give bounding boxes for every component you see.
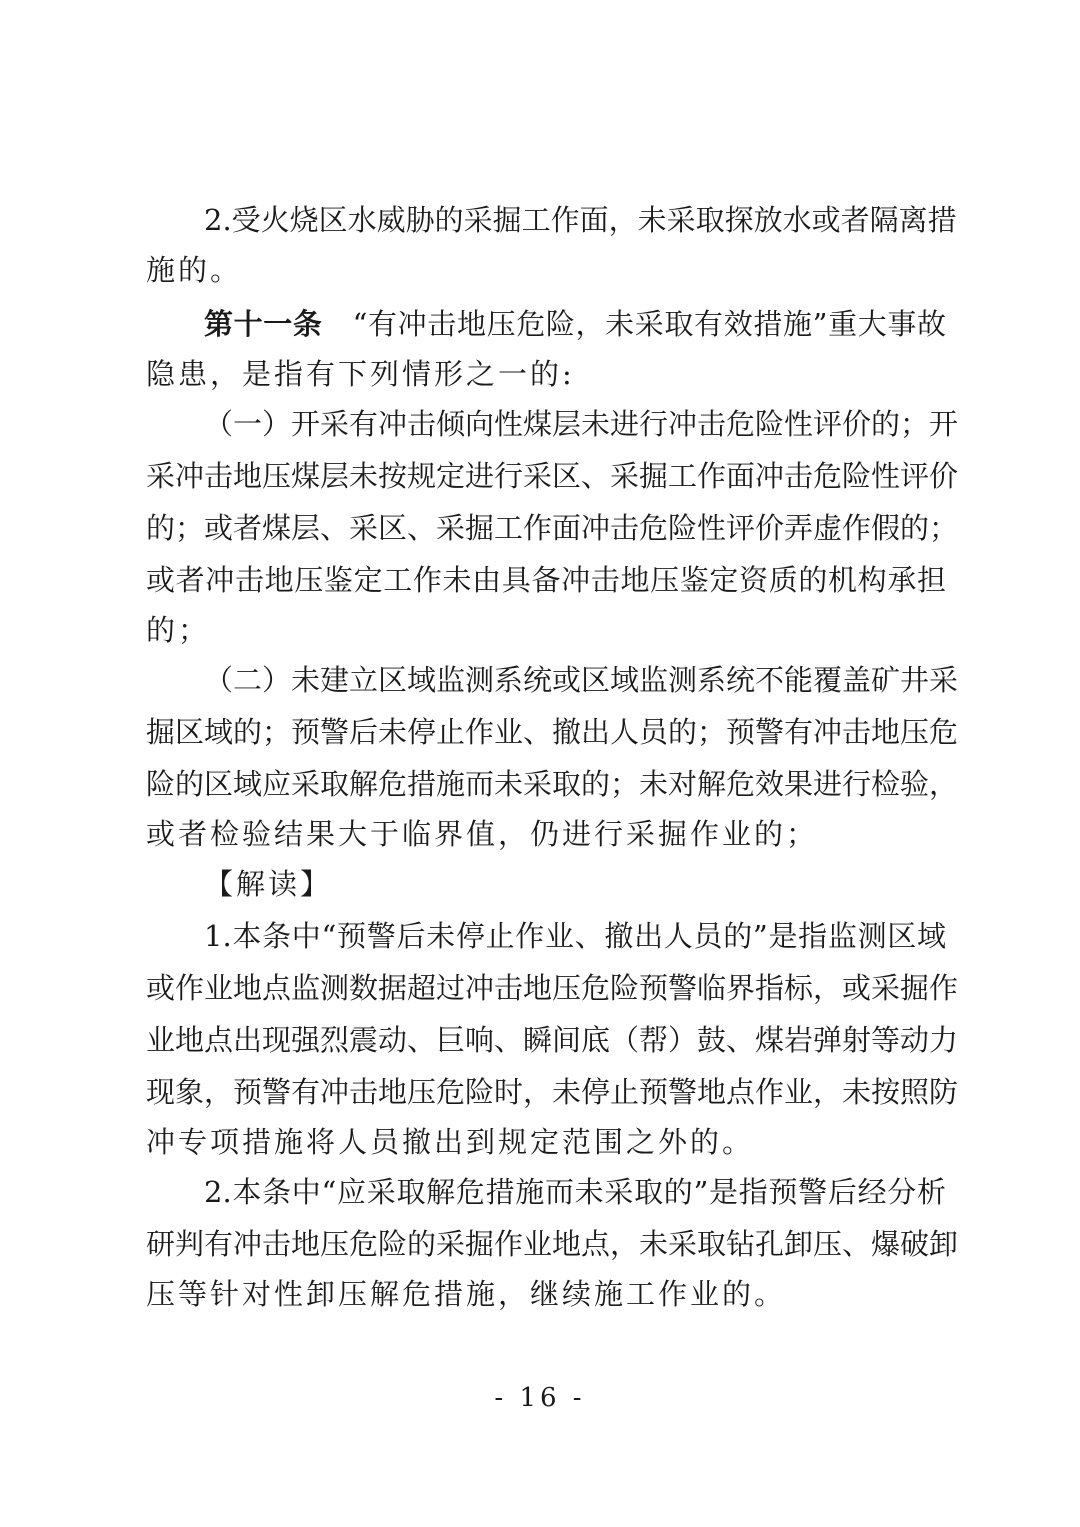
article-heading: 第十一条 (204, 307, 323, 341)
article-eleven-line (204, 304, 946, 344)
article-title-text: “有冲击地压危险，未采取有效措施”重大事故 (352, 307, 946, 341)
paragraph-line: 的； (146, 613, 211, 647)
paragraph-line: （一）开采有冲击倾向性煤层未进行冲击危险性评价的；开 (204, 407, 959, 441)
paragraph-line: （二）未建立区域监测系统或区域监测系统不能覆盖矿井采 (204, 663, 959, 697)
interpretation-heading: 【解读】 (204, 867, 333, 901)
paragraph-line: 或者检验结果大于临界值，仍进行采掘作业的； (146, 817, 819, 851)
paragraph-line: 现象，预警有冲击地压危险时，未停止预警地点作业，未按照防 (146, 1075, 959, 1109)
paragraph-line: 掘区域的；预警后未停止作业、撤出人员的；预警有冲击地压危 (146, 715, 959, 749)
paragraph-line: 压等针对性卸压解危措施，继续施工作业的。 (146, 1277, 787, 1311)
paragraph-line: 的；或者煤层、采区、采掘工作面冲击危险性评价弄虚作假的； (146, 511, 959, 545)
paragraph-line: 隐患，是指有下列情形之一的: (146, 357, 575, 391)
paragraph-line: 冲专项措施将人员撤出到规定范围之外的。 (146, 1125, 755, 1159)
paragraph-line: 或者冲击地压鉴定工作未由具备冲击地压鉴定资质的机构承担 (146, 563, 946, 597)
paragraph-line: 研判有冲击地压危险的采掘作业地点，未采取钻孔卸压、爆破卸 (146, 1227, 959, 1261)
paragraph-line: 1.本条中“预警后未停止作业、撤出人员的”是指监测区域 (204, 919, 946, 953)
paragraph-line: 施的。 (146, 253, 243, 287)
paragraph-line: 或作业地点监测数据超过冲击地压危险预警临界指标，或采掘作 (146, 971, 959, 1005)
paragraph-line: 2.本条中“应采取解危措施而未采取的”是指预警后经分析 (204, 1175, 946, 1209)
paragraph-line: 2.受火烧区水威胁的采掘工作面，未采取探放水或者隔离措 (204, 203, 957, 237)
paragraph-line: 采冲击地压煤层未按规定进行采区、采掘工作面冲击危险性评价 (146, 459, 959, 493)
paragraph-line: 业地点出现强烈震动、巨响、瞬间底（帮）鼓、煤岩弹射等动力 (146, 1023, 959, 1057)
paragraph-line: 险的区域应采取解危措施而未采取的；未对解危效果进行检验， (146, 767, 959, 801)
page-number: - 16 - (494, 1383, 586, 1413)
